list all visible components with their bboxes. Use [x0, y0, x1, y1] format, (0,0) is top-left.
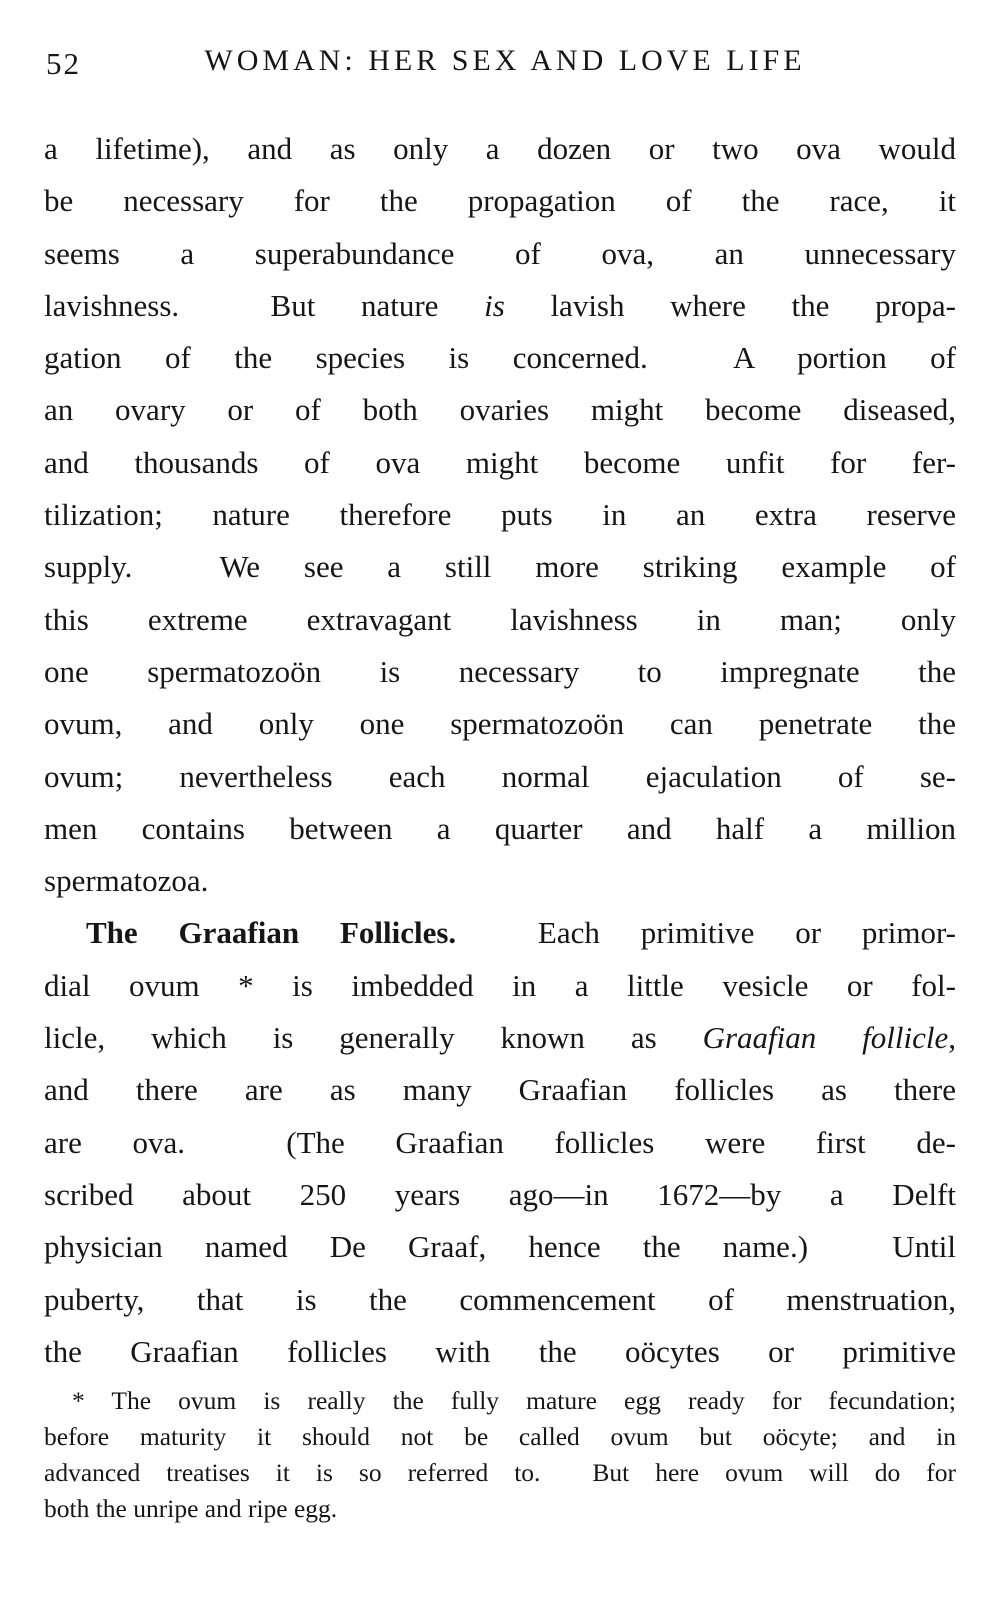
bold-text: The Graafian Follicles. — [86, 915, 457, 951]
text-line — [44, 1169, 956, 1221]
text-line — [44, 698, 956, 750]
text-line — [44, 437, 956, 489]
running-title: WOMAN: HER SEX AND LOVE LIFE — [204, 44, 806, 77]
page-number: 52 — [46, 46, 81, 81]
text-segment: men contains between a quarter and half a million — [44, 810, 956, 846]
italic-text: Graafian follicle, — [702, 1020, 956, 1056]
text-line — [44, 594, 956, 646]
text-line — [44, 1419, 956, 1455]
text-line — [44, 960, 956, 1012]
italic-text: is — [484, 287, 505, 323]
text-line — [44, 280, 956, 332]
text-segment: scribed about 250 years ago—in 1672—by a Delft — [44, 1176, 956, 1212]
page-header — [44, 44, 956, 88]
text-line — [44, 855, 956, 907]
text-segment: dial ovum * is imbedded in a little vesicle or fol- — [44, 967, 956, 1003]
text-line — [44, 1383, 956, 1419]
text-line — [44, 907, 956, 959]
text-segment: before maturity it should not be called ovum but oöcyte; and in — [44, 1422, 956, 1451]
text-segment: seems a superabundance of ova, an unnecessary — [44, 235, 956, 271]
text-line — [44, 1455, 956, 1491]
text-line — [44, 1274, 956, 1326]
text-segment: a lifetime), and as only a dozen or two ova would — [44, 131, 956, 166]
text-line — [44, 489, 956, 541]
text-segment: one spermatozoön is necessary to impregnate the — [44, 653, 956, 689]
text-line — [44, 1012, 956, 1064]
text-segment: supply. We see a still more striking example of — [44, 549, 956, 585]
text-line — [44, 646, 956, 698]
text-segment: both the unripe and ripe egg. — [44, 1494, 338, 1523]
text-segment: tilization; nature therefore puts in an extra reserve — [44, 497, 956, 533]
body-text — [44, 123, 956, 1378]
text-segment: the Graafian follicles with the oöcytes or primitive — [44, 1333, 956, 1369]
text-segment: and thousands of ova might become unfit for fer- — [44, 444, 956, 480]
text-line — [44, 175, 956, 227]
text-segment: puberty, that is the commencement of menstruation, — [44, 1281, 956, 1317]
text-segment: lavishness. But nature — [44, 287, 485, 323]
text-segment: licle, which is generally known as — [44, 1020, 703, 1056]
text-segment: ovum, and only one spermatozoön can penetrate the — [44, 706, 956, 742]
text-segment: lavish where the propa- — [504, 287, 956, 323]
text-line — [44, 1117, 956, 1169]
text-line — [44, 803, 956, 855]
text-segment: are ova. (The Graafian follicles were first de- — [44, 1124, 956, 1160]
text-line — [44, 384, 956, 436]
text-line — [44, 332, 956, 384]
text-segment: gation of the species is concerned. A portion of — [44, 340, 956, 376]
text-segment: be necessary for the propagation of the race, it — [44, 183, 956, 219]
text-segment: advanced treatises it is so referred to. But here ovum will do for — [44, 1458, 956, 1487]
text-segment: physician named De Graaf, hence the name.) Until — [44, 1229, 956, 1265]
text-segment: this extreme extravagant lavishness in man; only — [44, 601, 956, 637]
text-line — [44, 1221, 956, 1273]
text-line — [44, 751, 956, 803]
text-line — [44, 541, 956, 593]
text-line — [44, 1491, 956, 1527]
text-segment: ovum; nevertheless each normal ejaculation of se- — [44, 758, 956, 794]
text-line — [44, 123, 956, 175]
text-segment: Each primitive or primor- — [456, 915, 957, 951]
text-segment: and there are as many Graafian follicles as there — [44, 1072, 956, 1108]
text-line — [44, 1326, 956, 1378]
text-segment: an ovary or of both ovaries might become diseased, — [44, 392, 956, 428]
text-line — [44, 228, 956, 280]
text-line — [44, 1064, 956, 1116]
text-segment: spermatozoa. — [44, 863, 209, 899]
text-segment: * The ovum is really the fully mature egg ready for fecundation; — [72, 1386, 956, 1415]
footnote — [44, 1383, 956, 1527]
